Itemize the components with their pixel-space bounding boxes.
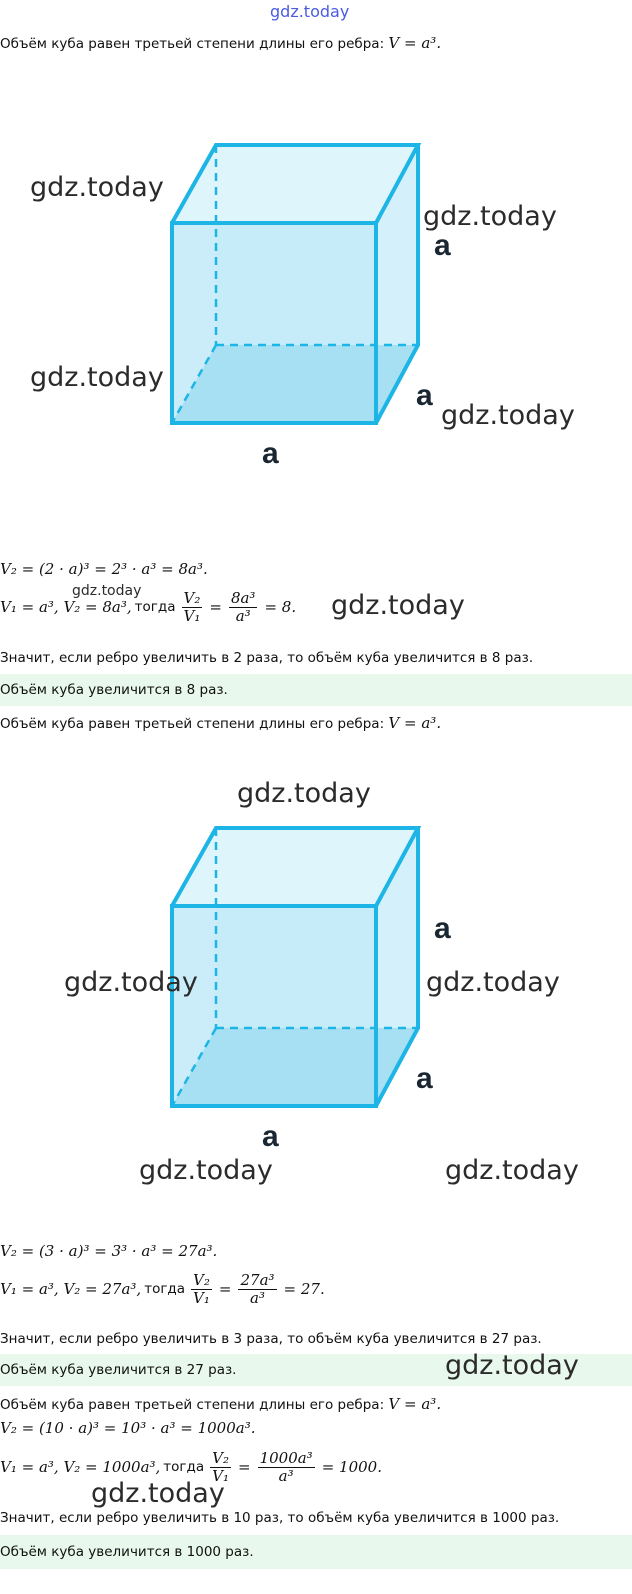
- block1-v2-line: V₂ = (2 · a)³ = 2³ · a³ = 8a³.: [0, 560, 208, 578]
- watermark-text: gdz.today: [72, 583, 142, 599]
- block2-ratio-fraction: [191, 1272, 212, 1306]
- block3-intro: [0, 1395, 441, 1413]
- block1-answer-box: [0, 674, 632, 706]
- block2-val-num: 27a³: [240, 1271, 275, 1289]
- block3-result: = 1000.: [321, 1458, 382, 1476]
- block1-intro-formula: V = a³.: [388, 34, 442, 52]
- cube2-label-depth: a: [416, 1062, 433, 1095]
- block1-intro: [0, 34, 441, 52]
- watermark-text: gdz.today: [445, 1155, 579, 1186]
- block1-value-fraction: [229, 590, 258, 624]
- block2-ratio-den: V₁: [193, 1288, 210, 1307]
- block2-value-fraction: [238, 1272, 276, 1306]
- block1-result: = 8.: [264, 598, 297, 616]
- block3-val-num: 1000a³: [259, 1449, 313, 1467]
- block2-intro-text: Объём куба равен третьей степени длины его ребра:: [0, 716, 385, 732]
- watermark-text: gdz.today: [423, 201, 557, 232]
- cube1-label-height: a: [434, 229, 451, 262]
- block2-val-den: a³: [250, 1288, 265, 1307]
- block3-intro-formula: V = a³.: [388, 1395, 442, 1413]
- cube-diagram-2: [160, 818, 460, 1158]
- block2-v2-line: V₂ = (3 · a)³ = 3³ · a³ = 27a³.: [0, 1242, 218, 1260]
- cube1-label-depth: a: [416, 379, 433, 412]
- block2-v1-prefix: V₁ = a³, V₂ = 27a³,: [0, 1280, 142, 1298]
- block3-then-word: тогда: [163, 1459, 205, 1475]
- block1-ratio-fraction: [182, 590, 203, 624]
- cube2-label-height: a: [434, 912, 451, 945]
- block3-intro-text: Объём куба равен третьей степени длины его ребра:: [0, 1397, 385, 1413]
- block1-v1-prefix: V₁ = a³, V₂ = 8a³,: [0, 598, 132, 616]
- site-header-label[interactable]: gdz.today: [270, 2, 350, 21]
- block3-conclusion: Значит, если ребро увеличить в 10 раз, то объём куба увеличится в 1000 раз.: [0, 1510, 560, 1526]
- block2-answer: Объём куба увеличится в 27 раз.: [0, 1362, 237, 1378]
- watermark-text: gdz.today: [237, 778, 371, 809]
- cube2-label-width: a: [262, 1120, 279, 1153]
- block1-ratio-line: [0, 590, 296, 624]
- cube1-label-width: a: [262, 437, 279, 470]
- block2-then-word: тогда: [144, 1281, 186, 1297]
- block1-intro-text: Объём куба равен третьей степени длины его ребра:: [0, 36, 385, 52]
- block2-intro-formula: V = a³.: [388, 714, 442, 732]
- block3-val-den: a³: [278, 1466, 294, 1485]
- block2-ratio-num: V₂: [193, 1271, 210, 1289]
- watermark-text: gdz.today: [30, 362, 164, 393]
- watermark-text: gdz.today: [441, 400, 575, 431]
- block1-ratio-num: V₂: [183, 589, 201, 607]
- block3-answer-box: [0, 1535, 632, 1569]
- block1-eq: =: [209, 598, 222, 616]
- block1-ratio-den: V₁: [183, 606, 201, 625]
- block2-result: = 27.: [283, 1280, 325, 1298]
- watermark-text: gdz.today: [426, 967, 560, 998]
- block3-v1-prefix: V₁ = a³, V₂ = 1000a³,: [0, 1458, 161, 1476]
- block1-val-num: 8a³: [230, 589, 256, 607]
- watermark-text: gdz.today: [445, 1350, 579, 1381]
- watermark-text: gdz.today: [139, 1155, 273, 1186]
- cube-diagram-1: [160, 135, 460, 475]
- block1-val-den: a³: [235, 606, 251, 625]
- block3-ratio-den: V₁: [212, 1466, 229, 1485]
- block3-answer: Объём куба увеличится в 1000 раз.: [0, 1544, 254, 1560]
- block3-v2-line: V₂ = (10 · a)³ = 10³ · a³ = 1000a³.: [0, 1419, 256, 1437]
- block2-conclusion: Значит, если ребро увеличить в 3 раза, то объём куба увеличится в 27 раз.: [0, 1331, 542, 1347]
- block3-eq: =: [237, 1458, 251, 1476]
- block2-eq: =: [218, 1280, 232, 1298]
- watermark-text: gdz.today: [91, 1478, 225, 1509]
- block2-intro: [0, 714, 441, 732]
- block1-answer: Объём куба увеличится в 8 раз.: [0, 682, 228, 698]
- block1-then-word: тогда: [134, 599, 176, 615]
- block3-ratio-num: V₂: [212, 1449, 229, 1467]
- block3-value-fraction: [258, 1450, 315, 1484]
- watermark-text: gdz.today: [64, 967, 198, 998]
- block2-ratio-line: [0, 1272, 325, 1306]
- watermark-text: gdz.today: [331, 590, 465, 621]
- watermark-text: gdz.today: [30, 172, 164, 203]
- block1-conclusion: Значит, если ребро увеличить в 2 раза, то объём куба увеличится в 8 раз.: [0, 650, 534, 666]
